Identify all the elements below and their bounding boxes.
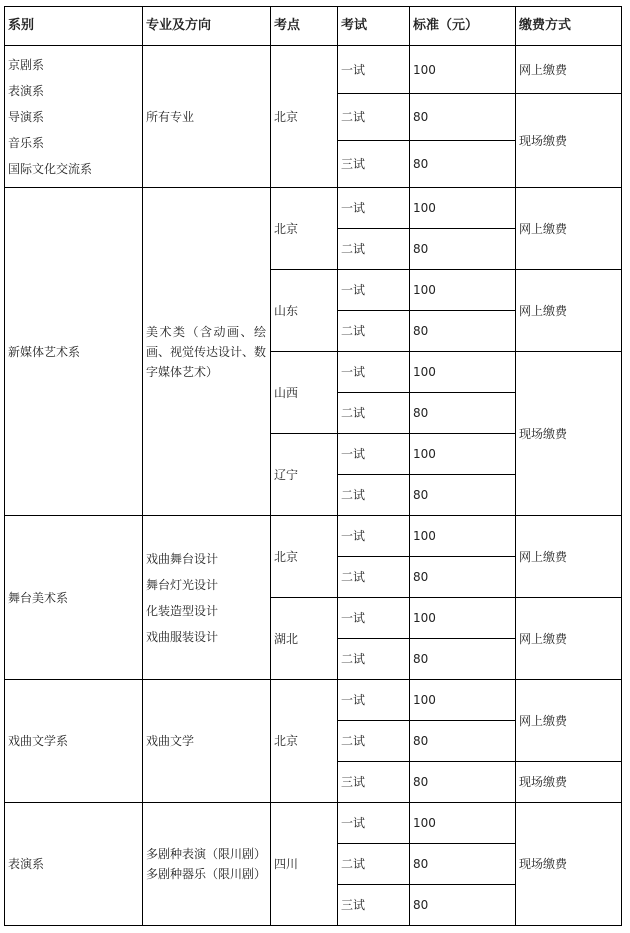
pay-cell: 现场缴费 bbox=[516, 762, 622, 803]
exam-cell: 二试 bbox=[338, 721, 410, 762]
dept-name: 表演系 bbox=[8, 83, 45, 98]
site-cell: 山东 bbox=[271, 270, 338, 352]
pay-cell: 网上缴费 bbox=[516, 598, 622, 680]
exam-cell: 二试 bbox=[338, 557, 410, 598]
pay-cell: 网上缴费 bbox=[516, 270, 622, 352]
pay-cell: 现场缴费 bbox=[516, 352, 622, 516]
exam-cell: 二试 bbox=[338, 639, 410, 680]
fee-cell: 100 bbox=[410, 680, 516, 721]
dept-cell: 舞台美术系 bbox=[5, 516, 143, 680]
exam-cell: 二试 bbox=[338, 475, 410, 516]
pay-cell: 网上缴费 bbox=[516, 680, 622, 762]
exam-cell: 一试 bbox=[338, 598, 410, 639]
header-dept: 系别 bbox=[5, 7, 143, 46]
exam-cell: 一试 bbox=[338, 270, 410, 311]
site-cell: 北京 bbox=[271, 680, 338, 803]
fee-cell: 80 bbox=[410, 311, 516, 352]
fee-cell: 100 bbox=[410, 188, 516, 229]
pay-cell: 现场缴费 bbox=[516, 94, 622, 188]
exam-cell: 二试 bbox=[338, 844, 410, 885]
major-cell: 美术类（含动画、绘画、视觉传达设计、数字媒体艺术） bbox=[143, 188, 271, 516]
exam-cell: 三试 bbox=[338, 885, 410, 926]
table-row bbox=[5, 516, 622, 557]
table-row bbox=[5, 188, 622, 229]
exam-cell: 一试 bbox=[338, 46, 410, 94]
header-site: 考点 bbox=[271, 7, 338, 46]
dept-cell: 新媒体艺术系 bbox=[5, 188, 143, 516]
table-row bbox=[5, 680, 622, 721]
fee-cell: 80 bbox=[410, 229, 516, 270]
site-cell: 北京 bbox=[271, 46, 338, 188]
dept-name: 国际文化交流系 bbox=[8, 161, 93, 176]
major-name: 化装造型设计 bbox=[146, 603, 219, 618]
site-cell: 四川 bbox=[271, 803, 338, 926]
dept-cell bbox=[5, 46, 143, 188]
site-cell: 辽宁 bbox=[271, 434, 338, 516]
fee-cell: 80 bbox=[410, 94, 516, 141]
fee-cell: 80 bbox=[410, 844, 516, 885]
site-cell: 北京 bbox=[271, 516, 338, 598]
dept-cell: 表演系 bbox=[5, 803, 143, 926]
exam-cell: 一试 bbox=[338, 516, 410, 557]
header-fee: 标准（元） bbox=[410, 7, 516, 46]
fee-cell: 100 bbox=[410, 516, 516, 557]
exam-cell: 二试 bbox=[338, 229, 410, 270]
fee-cell: 80 bbox=[410, 393, 516, 434]
pay-cell: 网上缴费 bbox=[516, 188, 622, 270]
fee-cell: 80 bbox=[410, 721, 516, 762]
exam-cell: 三试 bbox=[338, 141, 410, 188]
fee-table bbox=[4, 6, 622, 926]
pay-cell: 现场缴费 bbox=[516, 803, 622, 926]
major-name: 戏曲舞台设计 bbox=[146, 551, 219, 566]
fee-cell: 100 bbox=[410, 803, 516, 844]
fee-cell: 80 bbox=[410, 639, 516, 680]
major-cell bbox=[143, 516, 271, 680]
exam-cell: 一试 bbox=[338, 680, 410, 721]
exam-cell: 三试 bbox=[338, 762, 410, 803]
header-pay: 缴费方式 bbox=[516, 7, 622, 46]
exam-cell: 二试 bbox=[338, 94, 410, 141]
dept-cell: 戏曲文学系 bbox=[5, 680, 143, 803]
table-row bbox=[5, 803, 622, 844]
fee-cell: 80 bbox=[410, 141, 516, 188]
exam-cell: 一试 bbox=[338, 434, 410, 475]
fee-cell: 80 bbox=[410, 762, 516, 803]
pay-cell: 网上缴费 bbox=[516, 516, 622, 598]
major-cell bbox=[143, 803, 271, 926]
major-cell: 戏曲文学 bbox=[143, 680, 271, 803]
exam-cell: 一试 bbox=[338, 352, 410, 393]
dept-name: 京剧系 bbox=[8, 57, 45, 72]
fee-cell: 80 bbox=[410, 885, 516, 926]
header-major: 专业及方向 bbox=[143, 7, 271, 46]
major-name: 舞台灯光设计 bbox=[146, 577, 219, 592]
exam-cell: 二试 bbox=[338, 311, 410, 352]
table-row bbox=[5, 46, 622, 94]
dept-name: 音乐系 bbox=[8, 135, 45, 150]
major-name: 戏曲服装设计 bbox=[146, 629, 219, 644]
header-exam: 考试 bbox=[338, 7, 410, 46]
fee-cell: 80 bbox=[410, 475, 516, 516]
major-name: 多剧种表演（限川剧） bbox=[146, 847, 267, 861]
exam-cell: 二试 bbox=[338, 393, 410, 434]
exam-cell: 一试 bbox=[338, 803, 410, 844]
major-name: 多剧种器乐（限川剧） bbox=[146, 867, 267, 881]
fee-cell: 100 bbox=[410, 352, 516, 393]
fee-cell: 100 bbox=[410, 270, 516, 311]
dept-name: 导演系 bbox=[8, 109, 45, 124]
site-cell: 湖北 bbox=[271, 598, 338, 680]
fee-cell: 100 bbox=[410, 598, 516, 639]
site-cell: 北京 bbox=[271, 188, 338, 270]
major-cell: 所有专业 bbox=[143, 46, 271, 188]
header-row bbox=[5, 7, 622, 46]
pay-cell: 网上缴费 bbox=[516, 46, 622, 94]
fee-cell: 100 bbox=[410, 434, 516, 475]
fee-cell: 100 bbox=[410, 46, 516, 94]
fee-cell: 80 bbox=[410, 557, 516, 598]
exam-cell: 一试 bbox=[338, 188, 410, 229]
site-cell: 山西 bbox=[271, 352, 338, 434]
